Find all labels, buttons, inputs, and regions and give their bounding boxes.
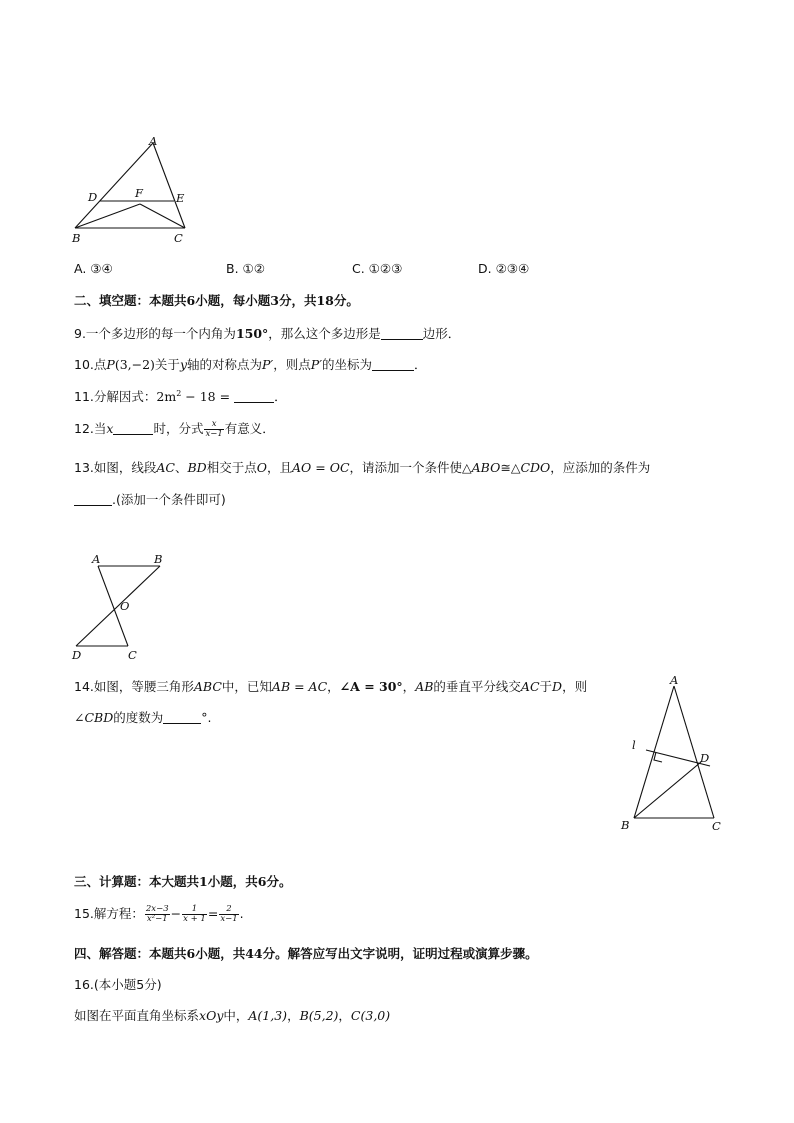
option-c[interactable]: C. ①②③: [352, 261, 403, 276]
question-13-cont: .(添加一个条件即可): [74, 490, 226, 508]
question-14-cont: ∠CBD的度数为 °.: [74, 710, 212, 725]
section-heading-solution: 四、解答题：本题共6小题，共44分。解答应写出文字说明，证明过程或演算步骤。: [74, 946, 538, 961]
question-13: 13.如图，线段AC、BD相交于点O，且AO = OC，请添加一个条件使△ABO≅△CDO，应添加的条件为: [74, 460, 651, 475]
fig1-label-b: B: [72, 231, 81, 245]
question-9: 9.一个多边形的每一个内角为150°，那么这个多边形是 边形．: [74, 326, 461, 341]
answer-blank-12[interactable]: [113, 422, 153, 435]
fig3-label-b: B: [621, 818, 630, 832]
figure-isosceles-bisector: [612, 672, 742, 842]
option-a[interactable]: A. ③④: [74, 261, 113, 276]
question-10: 10.点P(3,−2)关于y轴的对称点为P′，则点P′的坐标为 ．: [74, 357, 427, 372]
answer-blank-10[interactable]: [372, 358, 414, 371]
option-b[interactable]: B. ①②: [226, 261, 265, 276]
fig1-label-e: E: [176, 191, 185, 205]
fig3-label-c: C: [712, 819, 721, 833]
section-heading-calculation: 三、计算题：本大题共1小题，共6分。: [74, 874, 292, 889]
figure-crossing-segments: [66, 548, 176, 662]
fig2-label-d: D: [72, 648, 82, 662]
question-11: 11.分解因式：$2m^2 - 18$ = ．: [74, 388, 287, 404]
question-15: 15.解方程： $\frac{2x-3}{\text{x²−1}}$ − $\frac{1}{x + 1}$ = $\frac{2}{x-1}$ .: [74, 904, 244, 924]
answer-blank-13[interactable]: [74, 493, 112, 506]
answer-blank-9[interactable]: [381, 327, 423, 340]
fig2-label-a: A: [92, 552, 101, 566]
figure-triangle-def: [60, 130, 200, 250]
question-16-title: 16.(本小题5分): [74, 977, 162, 992]
fig1-label-a: A: [149, 134, 158, 148]
fig2-label-o: O: [120, 599, 130, 613]
fig1-label-d: D: [88, 190, 98, 204]
fig3-label-l: l: [632, 738, 636, 752]
question-12: 12.当x 时，分式 $\frac{x}{x-1}$ 有意义．: [74, 419, 275, 439]
question-16: 如图在平面直角坐标系xOy中，A(1,3)，B(5,2)，C(3,0): [74, 1008, 391, 1023]
answer-blank-11[interactable]: [234, 390, 274, 403]
fig2-label-b: B: [154, 552, 163, 566]
fig1-label-c: C: [174, 231, 183, 245]
fig3-label-a: A: [670, 673, 679, 687]
fig3-label-d: D: [700, 751, 710, 765]
answer-blank-14[interactable]: [163, 711, 201, 724]
section-heading-fill-in: 二、填空题：本题共6小题，每小题3分，共18分。: [74, 293, 359, 308]
fig1-label-f: F: [135, 186, 143, 200]
question-14: 14.如图，等腰三角形ABC中，已知AB = AC，∠A = 30°，AB的垂直平分线交AC于D，则: [74, 679, 588, 694]
fig2-label-c: C: [128, 648, 137, 662]
option-d[interactable]: D. ②③④: [478, 261, 530, 276]
